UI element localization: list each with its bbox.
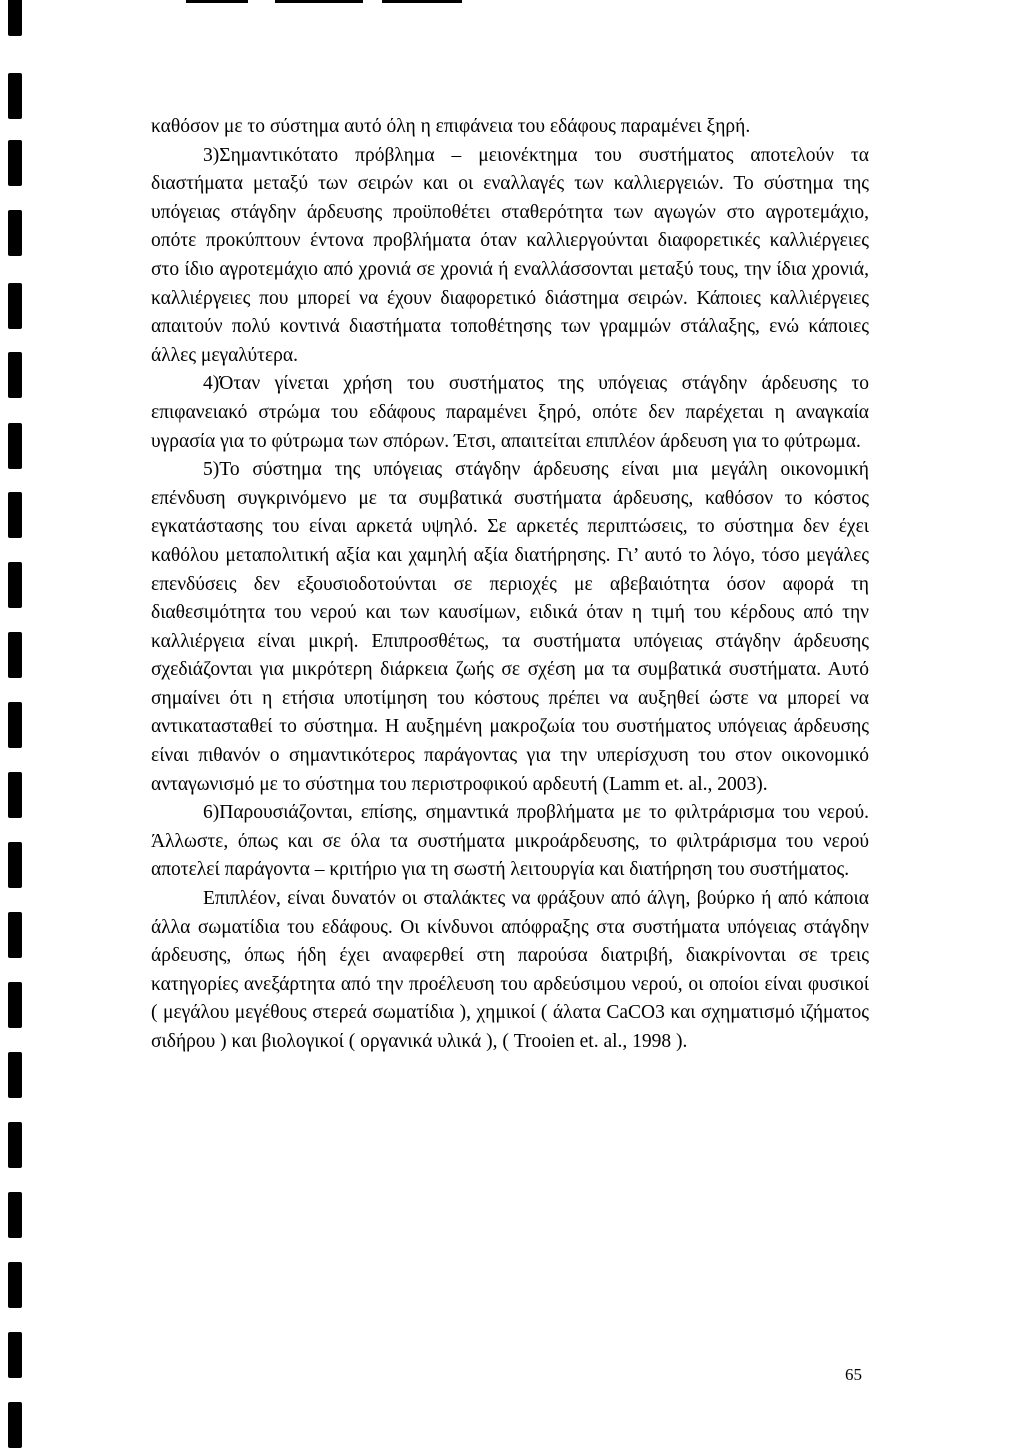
paragraph-3: 4)Όταν γίνεται χρήση του συστήματος της υπόγειας στάγδην άρδευσης το επιφανειακό στρώμα του εδάφους παραμένει ξηρό, οπότε δεν παρέχεται η αναγκαία υγρασία για το φύτρωμα των σπόρων. Έτσι, απαιτείται επιπλέον άρδευση για το φύτρωμα.	[151, 373, 869, 452]
binding-hole	[8, 912, 22, 958]
paragraph-2: 3)Σημαντικότατο πρόβλημα – μειονέκτημα του συστήματος αποτελούν τα διαστήματα μεταξύ των σειρών και οι εναλλαγές των καλλιεργειών. Το σύστημα της υπόγειας στάγδην άρδευσης προϋποθέτει σταθερότητα των αγωγών στο αγροτεμάχιο, οπότε προκύπτουν έντονα προβλήματα όταν καλλιεργούνται διαφορετικές καλλιέργειες στο ίδιο αγροτεμάχιο από χρονιά σε χρονιά ή εναλλάσσονται μεταξύ τους, την ίδια χρονιά, καλλιέργειες που μπορεί να έχουν διαφορετικό διάστημα σειρών. Κάποιες καλλιέργειες απαιτούν πολύ κοντινά διαστήματα τοποθέτησης των γραμμών στάλαξης, ενώ κάποιες άλλες μεγαλύτερα.	[151, 144, 869, 366]
paragraph-1: καθόσον με το σύστημα αυτό όλη η επιφάνεια του εδάφους παραμένει ξηρή.	[151, 116, 751, 137]
binding-hole	[8, 352, 22, 398]
binding-hole	[8, 1122, 22, 1168]
binding-hole	[8, 772, 22, 818]
binding-hole	[8, 562, 22, 608]
page-number: 65	[845, 1365, 862, 1384]
binding-hole	[8, 982, 22, 1028]
binding-hole	[8, 1402, 22, 1448]
binding-margin	[0, 0, 40, 1449]
binding-hole	[8, 140, 22, 186]
binding-hole	[8, 842, 22, 888]
scan-artifact	[275, 0, 363, 3]
paragraph-6: Επιπλέον, είναι δυνατόν οι σταλάκτες να φράξουν από άλγη, βούρκο ή από κάποια άλλα σωματίδια του εδάφους. Οι κίνδυνοι απόφραξης στα συστήματα υπόγειας στάγδην άρδευσης, όπως ήδη έχει αναφερθεί στη παρούσα διατριβή, διακρίνονται σε τρεις κατηγορίες ανεξάρτητα από την προέλευση του αρδεύσιμου νερού, οι οποίοι είναι φυσικοί ( μεγάλου μεγέθους στερεά σωματίδια ), χημικοί ( άλατα CaCO3 και σχηματισμό ιζήματος σιδήρου ) και βιολογικοί ( οργανικά υλικά ), ( Trooien et. al., 1998 ).	[151, 888, 869, 1052]
binding-hole	[8, 1052, 22, 1098]
binding-hole	[8, 1192, 22, 1238]
binding-hole	[8, 632, 22, 678]
binding-hole	[8, 73, 22, 119]
scan-artifact	[382, 0, 462, 3]
binding-hole	[8, 210, 22, 256]
page-body	[151, 113, 869, 1057]
binding-hole	[8, 1262, 22, 1308]
paragraph-5: 6)Παρουσιάζονται, επίσης, σημαντικά προβλήματα με το φιλτράρισμα του νερού. Άλλωστε, όπως και σε όλα τα συστήματα μικροάρδευσης, το φιλτράρισμα του νερού αποτελεί παράγοντα – κριτήριο για τη σωστή λειτουργία και διατήρηση του συστήματος.	[151, 802, 869, 881]
binding-hole	[8, 283, 22, 329]
binding-hole	[8, 1332, 22, 1378]
binding-hole	[8, 423, 22, 469]
binding-hole	[8, 492, 22, 538]
scan-artifact	[186, 0, 248, 3]
binding-hole	[8, 702, 22, 748]
binding-hole	[8, 0, 22, 36]
paragraph-4: 5)Το σύστημα της υπόγειας στάγδην άρδευσης είναι μια μεγάλη οικονομική επένδυση συγκρινόμενο με τα συμβατικά συστήματα άρδευσης, καθόσον το κόστος εγκατάστασης του είναι αρκετά υψηλό. Σε αρκετές περιπτώσεις, το σύστημα δεν έχει καθόλου μεταπολιτική αξία και χαμηλή αξία διατήρησης. Γι’ αυτό το λόγο, τόσο μεγάλες επενδύσεις δεν εξουσιοδοτούνται σε περιοχές με αβεβαιότητα όσον αφορά τη διαθεσιμότητα του νερού και των καυσίμων, ειδικά όταν η τιμή του κέρδους από την καλλιέργεια είναι μικρή. Επιπροσθέτως, τα συστήματα υπόγειας στάγδην άρδευσης σχεδιάζονται για μικρότερη διάρκεια ζωής σε σχέση μα τα συμβατικά συστήματα. Αυτό σημαίνει ότι η ετήσια υποτίμηση του κόστους πρέπει να αυξηθεί ώστε να μπορεί να αντικατασταθεί το σύστημα. Η αυξημένη μακροζωία του συστήματος υπόγειας άρδευσης είναι πιθανόν ο σημαντικότερος παράγοντας για την υπερίσχυση του στον οικονομικό ανταγωνισμό με το σύστημα του περιστροφικού αρδευτή (Lamm et. al., 2003).	[151, 459, 869, 795]
